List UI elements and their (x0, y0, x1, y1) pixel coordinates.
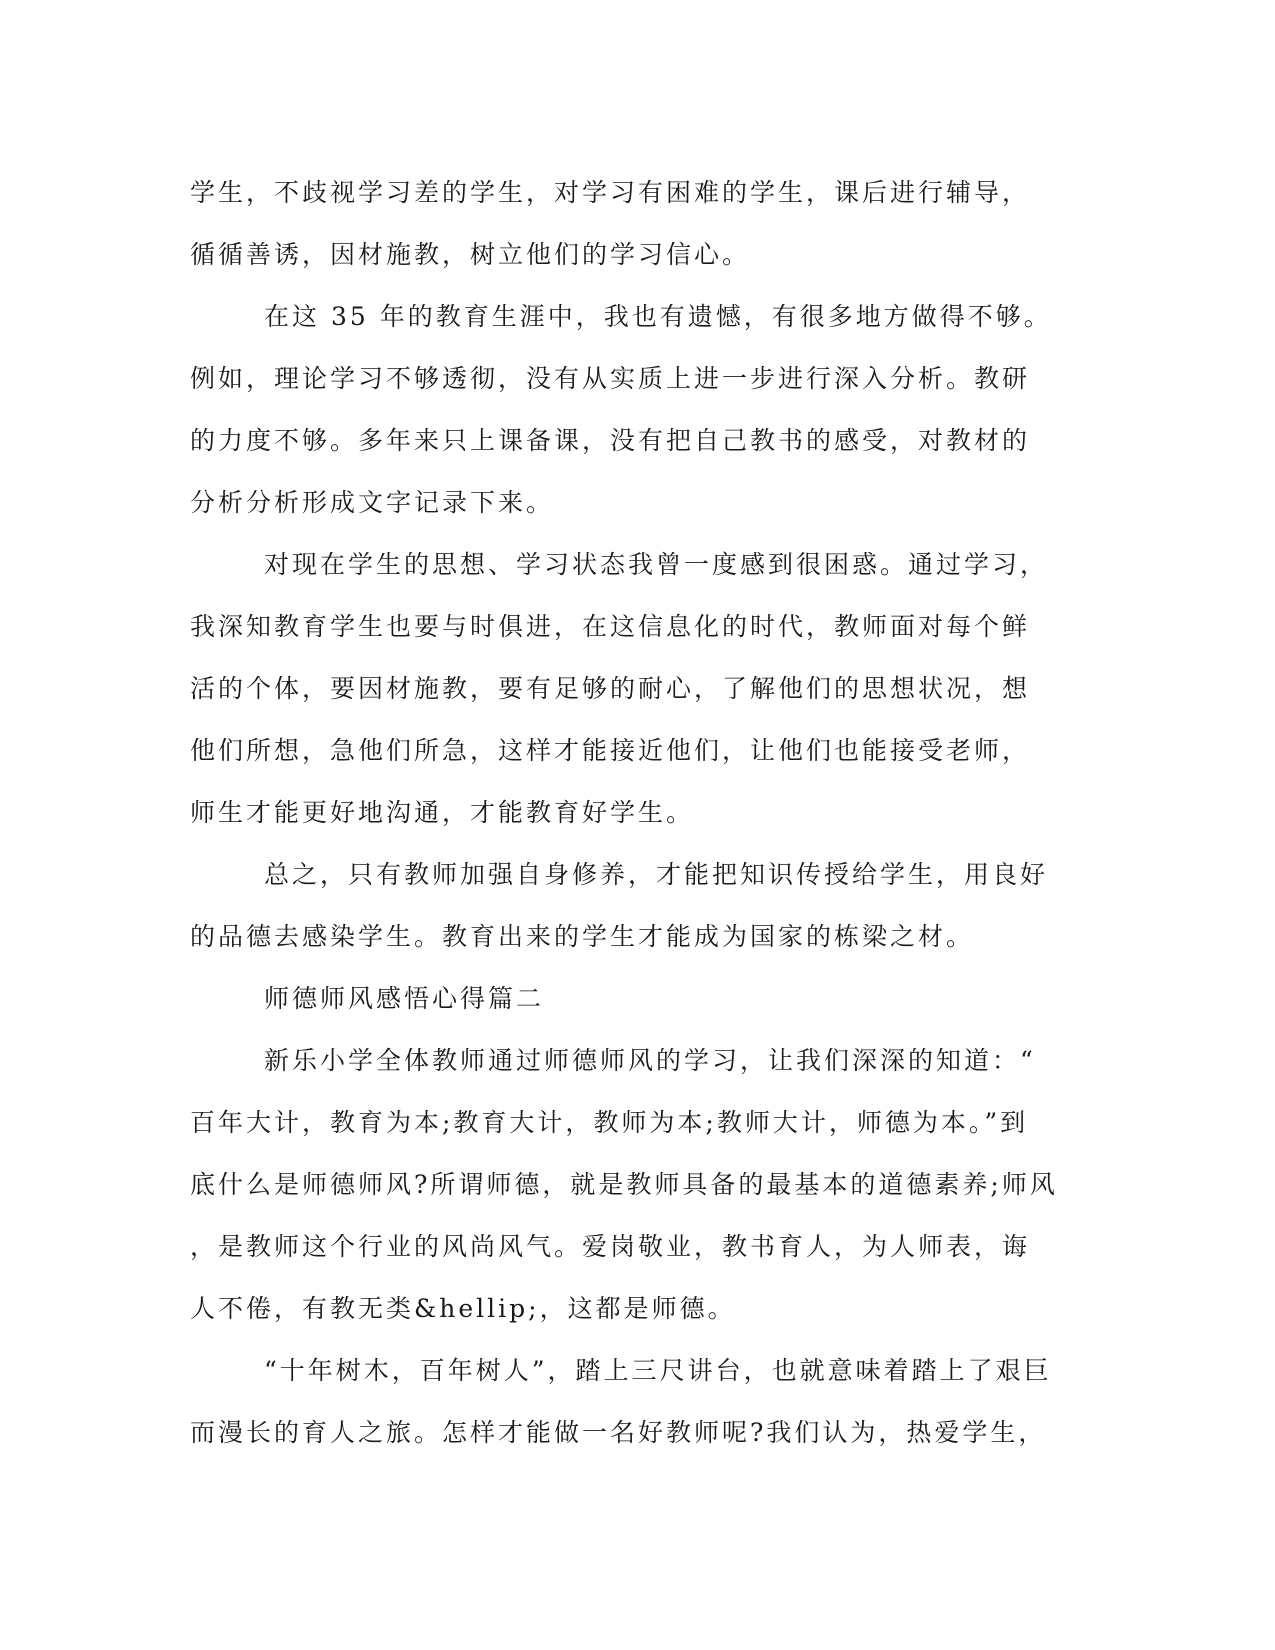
text-line: 新乐小学全体教师通过师德师风的学习，让我们深深的知道：“ (264, 1046, 1036, 1075)
text-line: 学生，不歧视学习差的学生，对学习有困难的学生，课后进行辅导， (190, 178, 1031, 207)
text-line: 人不倦，有教无类&hellip;，这都是师德。 (190, 1294, 736, 1323)
text-line: 活的个体，要因材施教，要有足够的耐心，了解他们的思想状况，想 (190, 674, 1031, 703)
text-line: 的力度不够。多年来只上课备课，没有把自己教书的感受，对教材的 (190, 426, 1031, 455)
text-line: “十年树木，百年树人”，踏上三尺讲台，也就意味着踏上了艰巨 (264, 1356, 1052, 1385)
text-line: 例如，理论学习不够透彻，没有从实质上进一步进行深入分析。教研 (190, 364, 1031, 393)
text-line: 我深知教育学生也要与时俱进，在这信息化的时代，教师面对每个鲜 (190, 612, 1031, 641)
text-line: 对现在学生的思想、学习状态我曾一度感到很困惑。通过学习， (264, 550, 1049, 579)
text-line: 在这 35 年的教育生涯中，我也有遗憾，有很多地方做得不够。 (264, 302, 1052, 331)
text-line: 百年大计，教育为本;教育大计，教师为本;教师大计，师德为本。”到 (190, 1108, 1029, 1137)
text-line: 师生才能更好地沟通，才能教育好学生。 (190, 798, 695, 827)
document-body (190, 162, 1090, 1464)
text-line: 而漫长的育人之旅。怎样才能做一名好教师呢?我们认为，热爱学生， (190, 1418, 1047, 1447)
text-line: 总之，只有教师加强自身修养，才能把知识传授给学生，用良好 (264, 860, 1049, 889)
section-heading: 师德师风感悟心得篇二 (264, 984, 545, 1013)
text-line: 分析分析形成文字记录下来。 (190, 488, 555, 517)
text-line: ，是教师这个行业的风尚风气。爱岗敬业，教书育人，为人师表，诲 (190, 1232, 1031, 1261)
text-line: 底什么是师德师风?所谓师德，就是教师具备的最基本的道德素养;师风 (190, 1170, 1058, 1199)
text-line: 的品德去感染学生。教育出来的学生才能成为国家的栋梁之材。 (190, 922, 975, 951)
text-line: 他们所想，急他们所急，这样才能接近他们，让他们也能接受老师， (190, 736, 1031, 765)
text-line: 循循善诱，因材施教，树立他们的学习信心。 (190, 240, 751, 269)
